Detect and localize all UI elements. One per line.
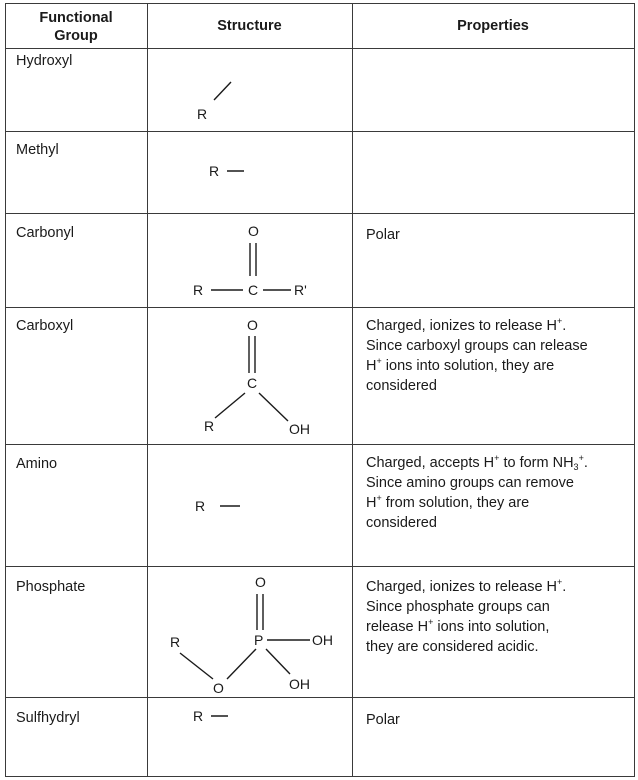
properties-line (366, 493, 628, 513)
carbonyl-o-label: O (248, 223, 259, 239)
carboxyl-o-label: O (247, 317, 258, 333)
superscript: + (557, 577, 563, 587)
properties-line (366, 356, 628, 376)
header-functional-line2: Group (54, 28, 98, 44)
text-span: Charged, accepts H (366, 455, 495, 471)
group-name-carboxyl: Carboxyl (16, 318, 74, 334)
text-span: ions into solution, (433, 619, 550, 635)
phosphate-o-bottom-label: O (213, 680, 224, 696)
phosphate-bond-oh2 (266, 649, 290, 674)
text-span: H (366, 495, 377, 511)
text-span: ions into solution, they are (381, 358, 555, 374)
carbonyl-c-label: C (248, 282, 259, 298)
superscript: + (376, 493, 382, 503)
group-name-amino: Amino (16, 456, 58, 472)
carboxyl-c-label: C (247, 375, 258, 391)
carbonyl-r-label: R (193, 282, 204, 298)
carboxyl-bond-oh (259, 393, 288, 421)
properties-line: Since carboxyl groups can release (366, 338, 588, 354)
phosphate-o-top-label: O (255, 574, 266, 590)
phosphate-p-label: P (254, 632, 264, 648)
functional-groups-table (5, 3, 635, 777)
properties-line (366, 617, 628, 637)
superscript: + (494, 453, 500, 463)
methyl-r-label: R (209, 163, 220, 179)
group-name-carbonyl: Carbonyl (16, 225, 75, 241)
properties-amino (366, 453, 628, 533)
header-structure: Structure (217, 18, 282, 34)
properties-line: Since phosphate groups can (366, 599, 550, 615)
text-span: . (562, 318, 567, 334)
text-span: Charged, ionizes to release H (366, 318, 558, 334)
text-span: to form NH (499, 455, 574, 471)
properties-sulfhydryl: Polar (366, 712, 400, 728)
phosphate-oh1-label: OH (312, 632, 333, 648)
phosphate-r-label: R (170, 634, 181, 650)
hydroxyl-r-label: R (197, 106, 208, 122)
properties-line: Since amino groups can remove (366, 475, 574, 491)
properties-line (366, 316, 628, 336)
text-span: release H (366, 619, 429, 635)
text-span: from solution, they are (381, 495, 530, 511)
group-name-methyl: Methyl (16, 142, 59, 158)
carboxyl-bond-r (215, 393, 245, 418)
properties-carboxyl (366, 316, 628, 396)
sulfhydryl-r-label: R (193, 708, 204, 724)
properties-line: they are considered acidic. (366, 639, 539, 655)
text-span: . (562, 579, 567, 595)
header-properties: Properties (457, 18, 529, 34)
carboxyl-r-label: R (204, 418, 215, 434)
group-name-hydroxyl: Hydroxyl (16, 53, 73, 69)
group-name-phosphate: Phosphate (16, 579, 86, 595)
text-span: Charged, ionizes to release H (366, 579, 558, 595)
carbonyl-r2-label: R' (294, 282, 307, 298)
superscript: + (557, 316, 563, 326)
superscript: + (428, 617, 434, 627)
properties-line: considered (366, 515, 437, 531)
header-functional-line1: Functional (39, 10, 113, 26)
properties-line (366, 453, 628, 473)
properties-line (366, 577, 628, 597)
carboxyl-oh-label: OH (289, 421, 310, 437)
amino-r-label: R (195, 498, 206, 514)
subscript: 3 (573, 462, 579, 472)
properties-carbonyl: Polar (366, 227, 400, 243)
superscript: + (578, 453, 584, 463)
text-span: . (583, 455, 588, 471)
text-span: H (366, 358, 377, 374)
phosphate-bond-o (227, 649, 256, 679)
group-name-sulfhydryl: Sulfhydryl (16, 710, 80, 726)
properties-phosphate (366, 577, 628, 657)
hydroxyl-bond (214, 82, 231, 100)
phosphate-oh2-label: OH (289, 676, 310, 692)
superscript: + (376, 356, 382, 366)
properties-line: considered (366, 378, 437, 394)
phosphate-bond-r (180, 653, 213, 679)
